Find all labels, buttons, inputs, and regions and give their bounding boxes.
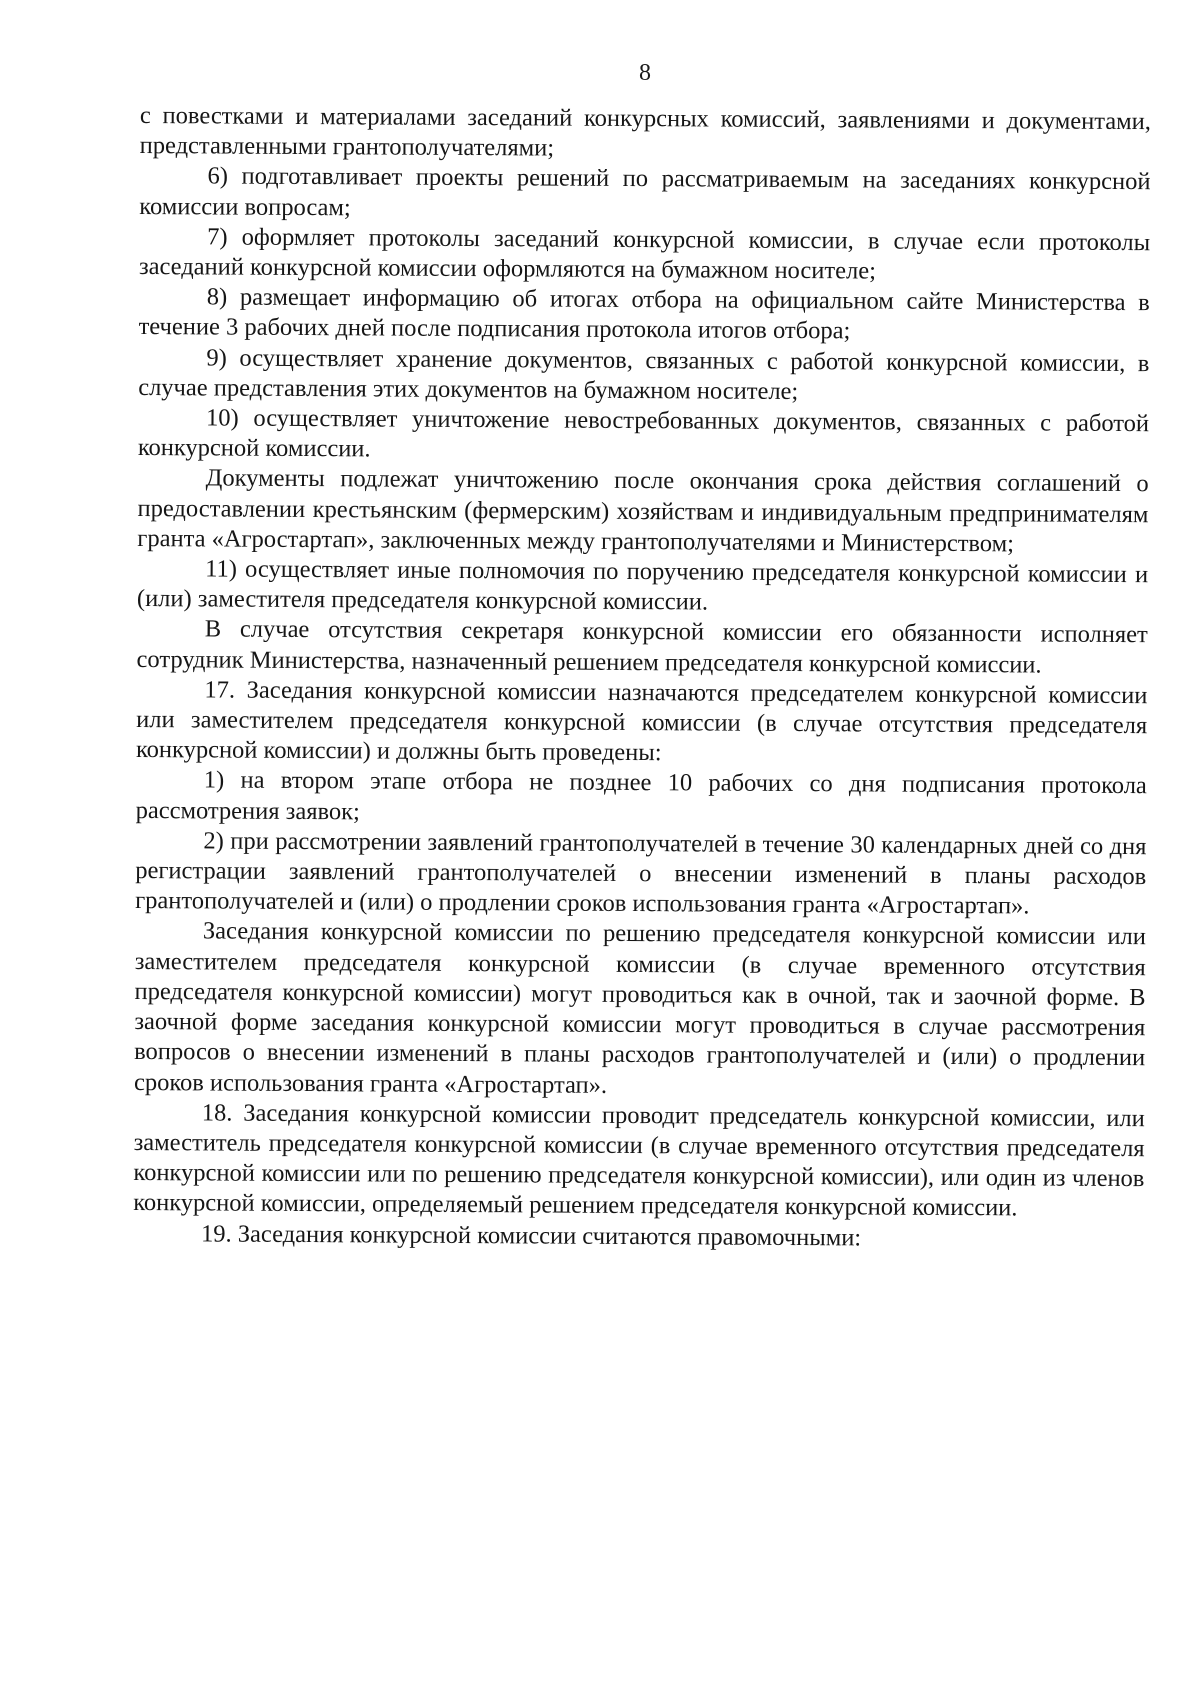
paragraph-item-10: 10) осуществляет уничтожение невостребованных документов, связанных с работой конкурсной комиссии. [137,404,1150,463]
page-number: 8 [639,60,651,86]
paragraph-item-8: 8) размещает информацию об итогах отбора на официальном сайте Министерства в течение 3 рабочих дней после подписания протокола итогов отбора; [138,283,1150,345]
document-body [133,101,1151,1255]
paragraph-item-7: 7) оформляет протоколы заседаний конкурсной комиссии, в случае если протоколы заседаний конкурсной комиссии оформляются на бумажном носителе; [138,223,1151,285]
paragraph-secretary-absence: В случае отсутствия секретаря конкурсной комиссии его обязанности исполняет сотрудник Министерства, назначенный решением председателя конкурсной комиссии. [136,615,1148,679]
paragraph-section-17: 17. Заседания конкурсной комиссии назначаются председателем конкурсной комиссии или заместителем председателя конкурсной комиссии (в случае отсутствия председателя конкурсной комиссии) и должны быть проведены: [135,676,1148,767]
paragraph-continuation: с повестками и материалами заседаний конкурсных комиссий, заявлениями и документами, представленными грантополучателями; [139,101,1151,162]
paragraph-documents-destruction: Документы подлежат уничтожению после окончания срока действия соглашений о предоставлении крестьянским (фермерским) хозяйствам и индивидуальным предпринимателям гранта «Агростартап», заключенных между грантополучателями и Министерством; [137,464,1149,558]
paragraph-meeting-forms: Заседания конкурсной комиссии по решению председателя конкурсной комиссии или заместителем председателя конкурсной комиссии (в случае временного отсутствия председателя конкурсной комиссии) могут проводиться как в очной, так и заочной форме. В заочной форме заседания конкурсной комиссии могут проводиться в случае рассмотрения вопросов о внесении изменений в планы расходов грантополучателей и (или) о продлении сроков использования гранта «Агростартап». [133,917,1146,1099]
paragraph-item-11: 11) осуществляет иные полномочия по поручению председателя конкурсной комиссии и (или) заместителя председателя конкурсной комиссии. [136,555,1149,616]
paragraph-section-19: 19. Заседания конкурсной комиссии считаются правомочными: [201,1219,862,1251]
paragraph-section-18: 18. Заседания конкурсной комиссии проводит председатель конкурсной комиссии, или заместитель председателя конкурсной комиссии (в случае временного отсутствия председателя конкурсной комиссии или по решению председателя конкурсной комиссии), или один из членов конкурсной комиссии, определяемый решением председателя конкурсной комиссии. [133,1099,1145,1222]
paragraph-item-9: 9) осуществляет хранение документов, связанных с работой конкурсной комиссии, в случае представления этих документов на бумажном носителе; [138,344,1150,405]
paragraph-item-6: 6) подготавливает проекты решений по рассматриваемым на заседаниях конкурсной комиссии вопросам; [139,162,1151,221]
paragraph-17-item-2: 2) при рассмотрении заявлений грантополучателей в течение 30 календарных дней со дня регистрации заявлений грантополучателей о внесении изменений в планы расходов грантополучателей и (или) о продлении сроков использования гранта «Агростартап». [135,827,1147,920]
paragraph-17-item-1: 1) на втором этапе отбора не позднее 10 рабочих со дня подписания протокола рассмотрения заявок; [135,766,1147,826]
